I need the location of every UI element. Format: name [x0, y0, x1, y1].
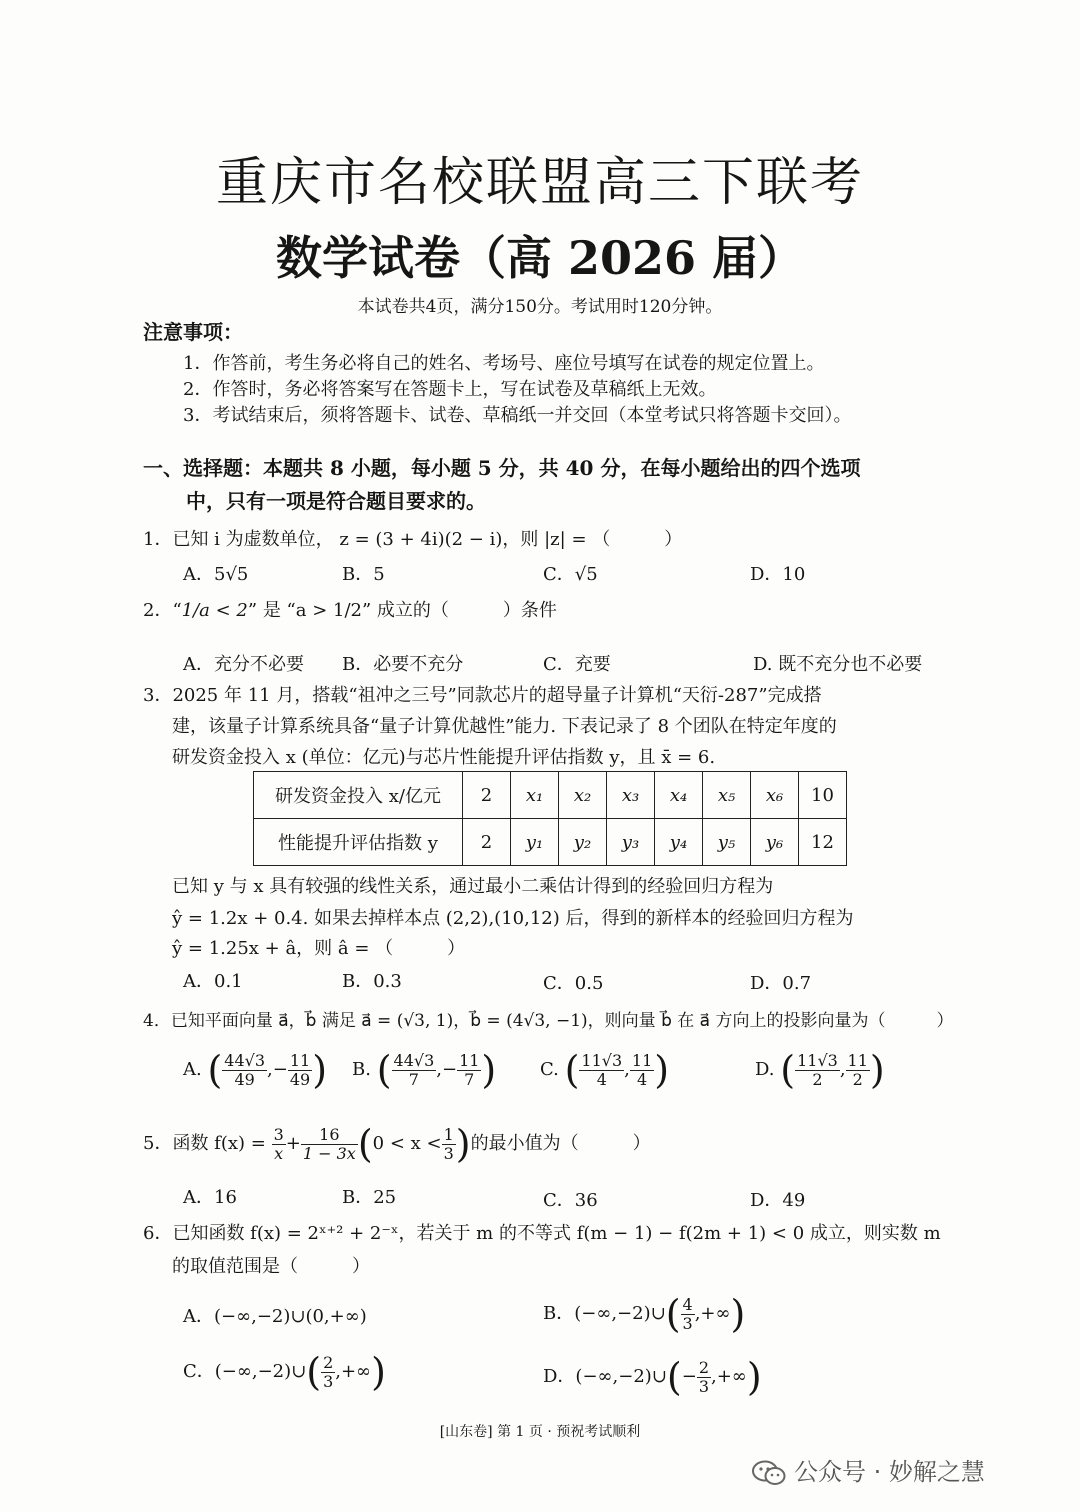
question-3-after: ŷ = 1.2x + 0.4. 如果去掉样本点 (2,2),(10,12) 后，得到的新样本的经验回归方程为 [172, 908, 854, 929]
q6-b-post: ,+∞ [694, 1303, 731, 1324]
q2-cond-a: 1/a < 2 [181, 600, 248, 621]
q6-option-c: C．(−∞,−2)∪( $\frac{2}{3}$ ,+∞) [183, 1350, 386, 1394]
frac-num: 44√3 [224, 1050, 266, 1070]
frac-num: 44√3 [393, 1050, 435, 1070]
notice-item: 3．考试结束后，须将答题卡、试卷、草稿纸一并交回（本堂考试只将答题卡交回）。 [183, 405, 852, 426]
frac-den: 1 − 3x [302, 1143, 356, 1163]
question-3-line: 建，该量子计算系统具备“量子计算优越性”能力. 下表记录了 8 个团队在特定年度的 [172, 716, 837, 737]
question-3-line: 3．2025 年 11 月，搭载“祖冲之三号”同款芯片的超导量子计算机“天衍-287”完成搭 [143, 685, 822, 706]
question-6-line: 的取值范围是（ ） [172, 1256, 370, 1277]
frac-den: 2 [812, 1069, 823, 1089]
q2-mid: ” 是 “a > [247, 600, 328, 621]
q2-cond-b: 1/2 [333, 600, 362, 621]
table-cell: y₆ [751, 819, 799, 866]
q5-pre: 5．函数 f(x) = [143, 1133, 266, 1154]
q6-b-pre: B．(−∞,−2)∪ [543, 1303, 666, 1324]
q3-option-b: B．0.3 [342, 971, 402, 992]
q5-option-c: C．36 [543, 1190, 598, 1211]
q2-option-d: D. 既不充分也不必要 [753, 654, 923, 675]
question-1-stem: 1．已知 i 为虚数单位， z = (3 + 4i)(2 − i)，则 |z| = （ ） [143, 529, 683, 550]
exam-subtitle: 数学试卷（高 2026 届） [275, 231, 805, 285]
q3-option-a: A．0.1 [183, 971, 243, 992]
frac-sep: , [839, 1059, 846, 1080]
table-cell: y₁ [511, 819, 559, 866]
section-heading-cont: 中，只有一项是符合题目要求的。 [186, 489, 486, 513]
frac-num: 11√3 [581, 1050, 623, 1070]
frac-sep: ,− [267, 1059, 288, 1080]
table-cell: y₂ [559, 819, 607, 866]
q6-d-sign: − [681, 1366, 697, 1387]
frac-den: 4 [636, 1069, 648, 1089]
exam-title: 重庆市名校联盟高三下联考 [215, 153, 864, 213]
table-cell: y₃ [607, 819, 655, 866]
frac-den: 3 [698, 1376, 709, 1396]
frac-den: 3 [443, 1143, 454, 1163]
section-heading: 一、选择题：本题共 8 小题，每小题 5 分，共 40 分，在每小题给出的四个选项 [143, 456, 861, 480]
exam-info: 本试卷共4页，满分150分。考试用时120分钟。 [357, 297, 723, 317]
q5-option-b: B．25 [342, 1187, 397, 1208]
q4-label-d: D. [755, 1059, 775, 1080]
wechat-icon [752, 1460, 786, 1486]
frac-num: 11 [847, 1050, 868, 1070]
q4-option-b: B. ( $\frac{44√3}{7}$ ,− $\frac{11}{7}$ ) [352, 1048, 497, 1092]
q5-plus: + [285, 1133, 301, 1154]
q4-option-a: A. ( $\frac{44√3}{49}$ ,− $\frac{11}{49}$ ) [183, 1048, 328, 1092]
frac-den: 49 [234, 1069, 255, 1089]
table-cell: y₄ [655, 819, 703, 866]
q4-option-c: C. ( $\frac{11√3}{4}$ , $\frac{11}{4}$ ) [540, 1048, 670, 1092]
q2-option-a: A．充分不必要 [183, 654, 304, 675]
q1-option-b: B．5 [342, 564, 385, 585]
notice-item: 1．作答前，考生务必将自己的姓名、考场号、座位号填写在试卷的规定位置上。 [183, 353, 825, 374]
watermark [752, 1452, 985, 1487]
notice-item: 2．作答时，务必将答案写在答题卡上，写在试卷及草稿纸上无效。 [183, 379, 717, 400]
frac-num: 2 [698, 1357, 709, 1377]
q6-d-post: ,+∞ [711, 1366, 747, 1387]
question-5-stem: 5．函数 f(x) = $\frac{3}{x}$ + $\frac{16}{1 - 3x}$ (0 < x < $\frac{1}{3}$ )的最小值为（ ） [143, 1122, 651, 1166]
q4-label-a: A. [183, 1059, 202, 1080]
frac-num: 4 [682, 1294, 693, 1314]
table-row [254, 772, 847, 819]
frac-num: 11 [459, 1050, 480, 1070]
frac-den: 4 [596, 1069, 607, 1089]
q6-c-pre: C．(−∞,−2)∪ [183, 1361, 307, 1382]
table-cell: x₁ [511, 772, 559, 819]
q6-d-pre: D．(−∞,−2)∪ [543, 1366, 667, 1387]
frac-den: 3 [682, 1313, 693, 1333]
notice-heading: 注意事项： [143, 320, 243, 344]
q2-option-b: B．必要不充分 [342, 654, 464, 675]
q3-option-c: C．0.5 [543, 973, 604, 994]
frac-num: 11√3 [797, 1050, 838, 1070]
frac-den: 7 [464, 1069, 475, 1089]
frac-num: 11 [631, 1050, 653, 1070]
q4-label-c: C. [540, 1059, 559, 1080]
table-cell: 性能提升评估指数 y [254, 819, 463, 866]
q6-option-d: D．(−∞,−2)∪(− $\frac{2}{3}$ ,+∞) [543, 1355, 762, 1399]
frac-den: 3 [323, 1371, 334, 1391]
frac-sep: , [624, 1059, 630, 1080]
q1-option-c: C．√5 [543, 564, 598, 585]
data-table [253, 771, 847, 866]
table-cell: x₅ [703, 772, 751, 819]
table-cell: y₅ [703, 819, 751, 866]
q1-option-d: D．10 [750, 564, 806, 585]
table-cell: 12 [799, 819, 847, 866]
frac-num: 1 [443, 1124, 454, 1144]
question-2-stem [143, 596, 557, 622]
question-6-line: 6．已知函数 f(x) = 2ˣ⁺² + 2⁻ˣ，若关于 m 的不等式 f(m − 1) − f(2m + 1) < 0 成立，则实数 m [143, 1223, 941, 1244]
q5-tail: 的最小值为（ ） [470, 1133, 651, 1154]
q5-option-a: A．16 [183, 1187, 237, 1208]
q2-tail: ” 成立的（ ）条件 [361, 600, 557, 621]
frac-num: 16 [301, 1126, 358, 1145]
q5-cond: 0 < x < [372, 1133, 442, 1154]
table-cell: x₆ [751, 772, 799, 819]
frac-den: 49 [289, 1069, 311, 1089]
table-row [254, 819, 847, 866]
frac-den: 2 [852, 1069, 863, 1089]
q5-option-d: D．49 [750, 1190, 806, 1211]
q6-option-a: A．(−∞,−2)∪(0,+∞) [183, 1306, 367, 1327]
table-cell: x₄ [655, 772, 703, 819]
frac-num: 3 [273, 1124, 284, 1144]
question-3-after: 已知 y 与 x 具有较强的线性关系，通过最小二乘估计得到的经验回归方程为 [172, 876, 774, 897]
q3-option-d: D．0.7 [750, 973, 812, 994]
q2-option-c: C．充要 [543, 654, 611, 675]
frac-den: 7 [408, 1069, 419, 1089]
question-3-after: ŷ = 1.25x + â，则 â = （ ） [172, 938, 466, 959]
question-4-stem: 4．已知平面向量 a⃗，b⃗ 满足 a⃗ = (√3, 1)，b⃗ = (4√3, −1)，则向量 b⃗ 在 a⃗ 方向上的投影向量为（ ） [143, 1011, 954, 1031]
q2-num: 2．“ [143, 600, 182, 621]
table-cell: 2 [463, 819, 511, 866]
q4-option-d: D. ( $\frac{11√3}{2}$ , $\frac{11}{2}$ ) [755, 1048, 885, 1092]
page-footer: [山东卷] 第 1 页 · 预祝考试顺利 [439, 1424, 641, 1440]
table-cell: x₃ [607, 772, 655, 819]
frac-num: 11 [289, 1050, 311, 1070]
watermark-text: 公众号 · 妙解之慧 [794, 1458, 985, 1486]
q6-option-b: B．(−∞,−2)∪( $\frac{4}{3}$ ,+∞) [543, 1292, 746, 1336]
table-cell: 研发资金投入 x/亿元 [254, 772, 463, 819]
q1-option-a: A．5√5 [183, 564, 249, 585]
frac-num: 2 [323, 1352, 334, 1372]
frac-sep: ,− [436, 1059, 458, 1080]
table-cell: x₂ [559, 772, 607, 819]
q6-c-post: ,+∞ [335, 1361, 372, 1382]
frac-den: x [274, 1143, 284, 1163]
table-cell: 10 [799, 772, 847, 819]
q4-label-b: B. [352, 1059, 371, 1080]
question-3-line: 研发资金投入 x (单位：亿元)与芯片性能提升评估指数 y，且 x̄ = 6. [172, 747, 716, 768]
table-cell: 2 [463, 772, 511, 819]
